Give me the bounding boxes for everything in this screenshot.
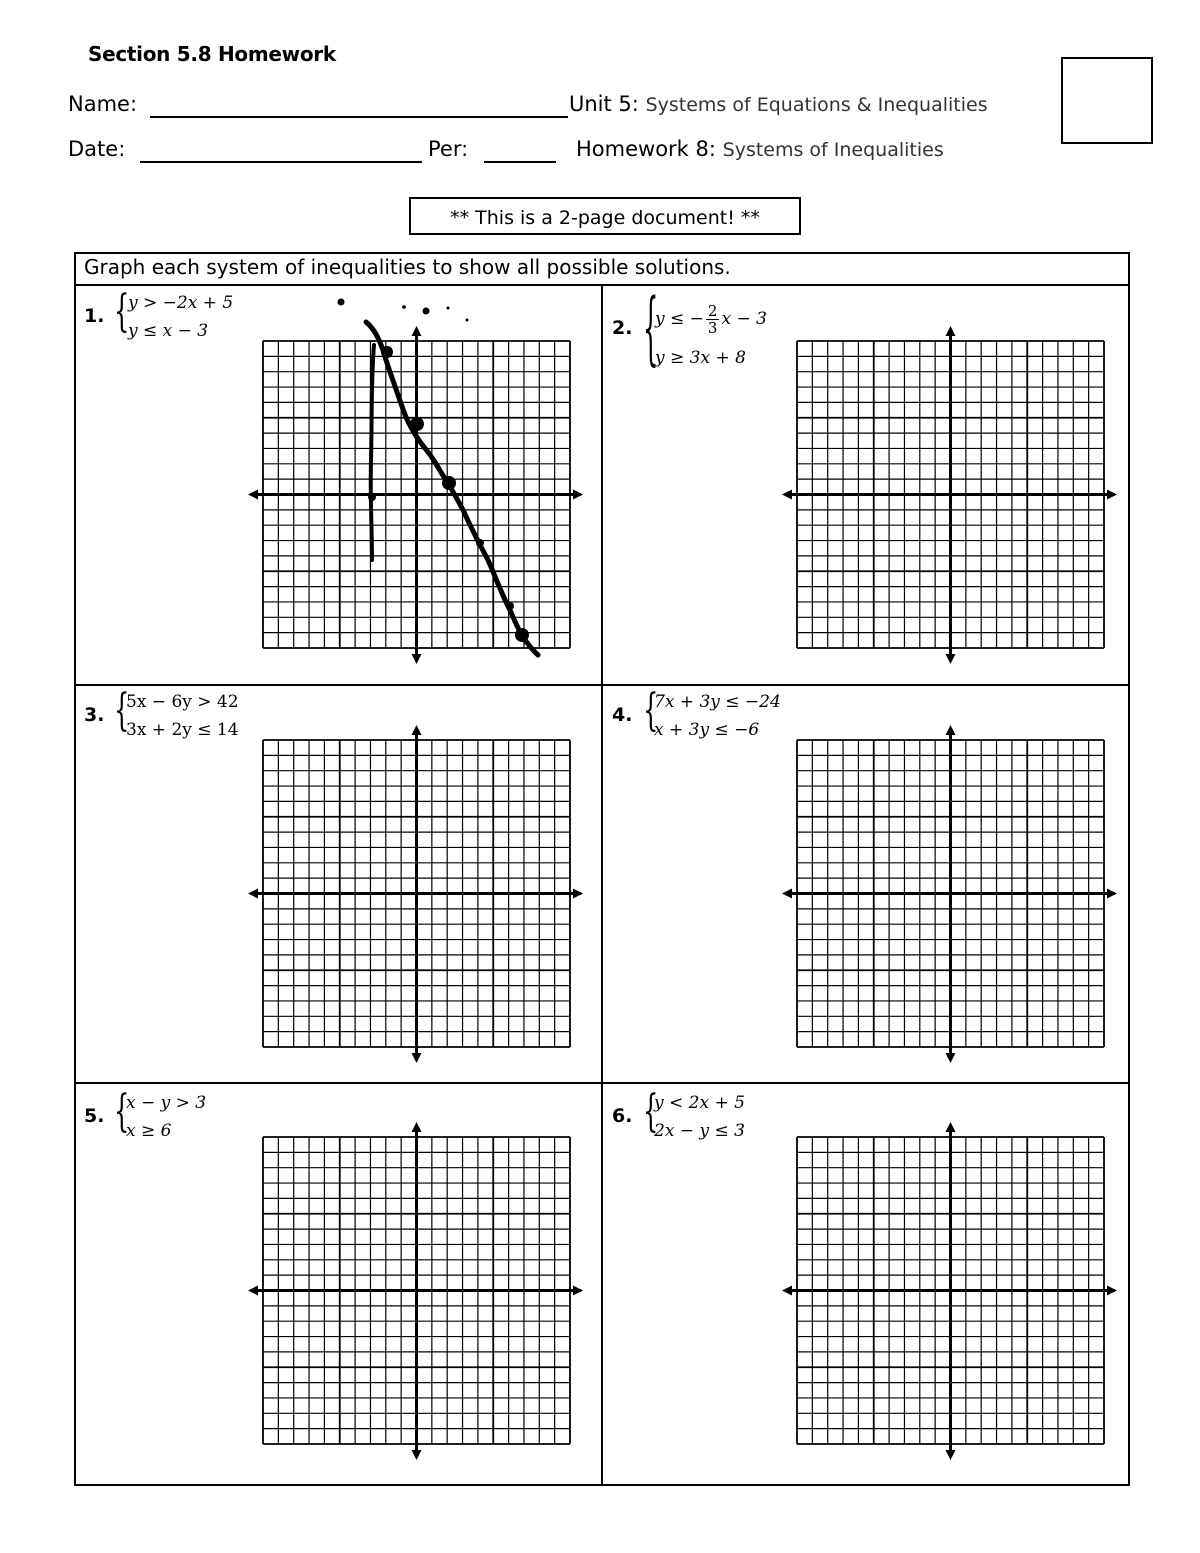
problem-1-eq2: y ≤ x − 3 xyxy=(128,321,209,341)
pen-dot xyxy=(423,308,430,315)
problem-5-eq1: x − y > 3 xyxy=(126,1093,207,1113)
problem-4-eq2: x + 3y ≤ −6 xyxy=(654,720,760,740)
problem-1-number: 1. xyxy=(84,305,105,327)
pen-dot xyxy=(506,602,514,610)
pen-dot xyxy=(368,493,376,501)
problem-2-number: 2. xyxy=(612,317,633,339)
problem-3-eq2: 3x + 2y ≤ 14 xyxy=(126,720,239,740)
pen-dot xyxy=(515,628,529,642)
pen-dot xyxy=(447,307,450,310)
homework-label: Homework 8: xyxy=(576,137,716,161)
date-label: Date: xyxy=(68,137,126,161)
unit-text: Systems of Equations & Inequalities xyxy=(645,94,988,116)
problem-4-number: 4. xyxy=(612,704,633,726)
problem-4-eq1: 7x + 3y ≤ −24 xyxy=(654,692,781,712)
problem-2-eq2: y ≥ 3x + 8 xyxy=(655,348,746,368)
brace-icon: { xyxy=(114,286,130,337)
brace-icon: { xyxy=(643,282,659,375)
problem-6-number: 6. xyxy=(612,1105,633,1127)
problem-2-eq1-post: x − 3 xyxy=(721,309,767,329)
problem-3-number: 3. xyxy=(84,704,105,726)
problem-1-eq1: y > −2x + 5 xyxy=(128,293,234,313)
per-label: Per: xyxy=(428,137,469,161)
problem-5-eq2: x ≥ 6 xyxy=(126,1121,172,1141)
pen-dot xyxy=(466,319,469,322)
problem-2-frac-num: 2 xyxy=(707,302,718,320)
pen-dot xyxy=(338,299,345,306)
brace-icon: { xyxy=(114,1086,130,1137)
instructions: Graph each system of inequalities to show all possible solutions. xyxy=(84,255,731,279)
problem-6-eq1: y < 2x + 5 xyxy=(654,1093,745,1113)
unit-label: Unit 5: xyxy=(569,92,639,116)
pen-dot xyxy=(442,476,456,490)
problem-2-frac-den: 3 xyxy=(707,319,718,337)
brace-icon: { xyxy=(643,1086,659,1137)
problem-3-eq1: 5x − 6y > 42 xyxy=(126,692,239,712)
pen-dot xyxy=(402,305,406,309)
pen-dot xyxy=(476,539,484,547)
pen-stroke-vertical xyxy=(371,345,374,560)
pen-dot xyxy=(381,346,393,358)
problem-5-number: 5. xyxy=(84,1105,105,1127)
pen-dot xyxy=(410,417,424,431)
brace-icon: { xyxy=(643,685,659,736)
section-title: Section 5.8 Homework xyxy=(88,42,336,66)
problem-2-eq1-pre: y ≤ − xyxy=(655,309,704,329)
brace-icon: { xyxy=(114,685,130,736)
homework-text: Systems of Inequalities xyxy=(722,139,944,161)
name-label: Name: xyxy=(68,92,138,116)
notice-box: ** This is a 2-page document! ** xyxy=(409,197,801,235)
problem-6-eq2: 2x − y ≤ 3 xyxy=(654,1121,745,1141)
